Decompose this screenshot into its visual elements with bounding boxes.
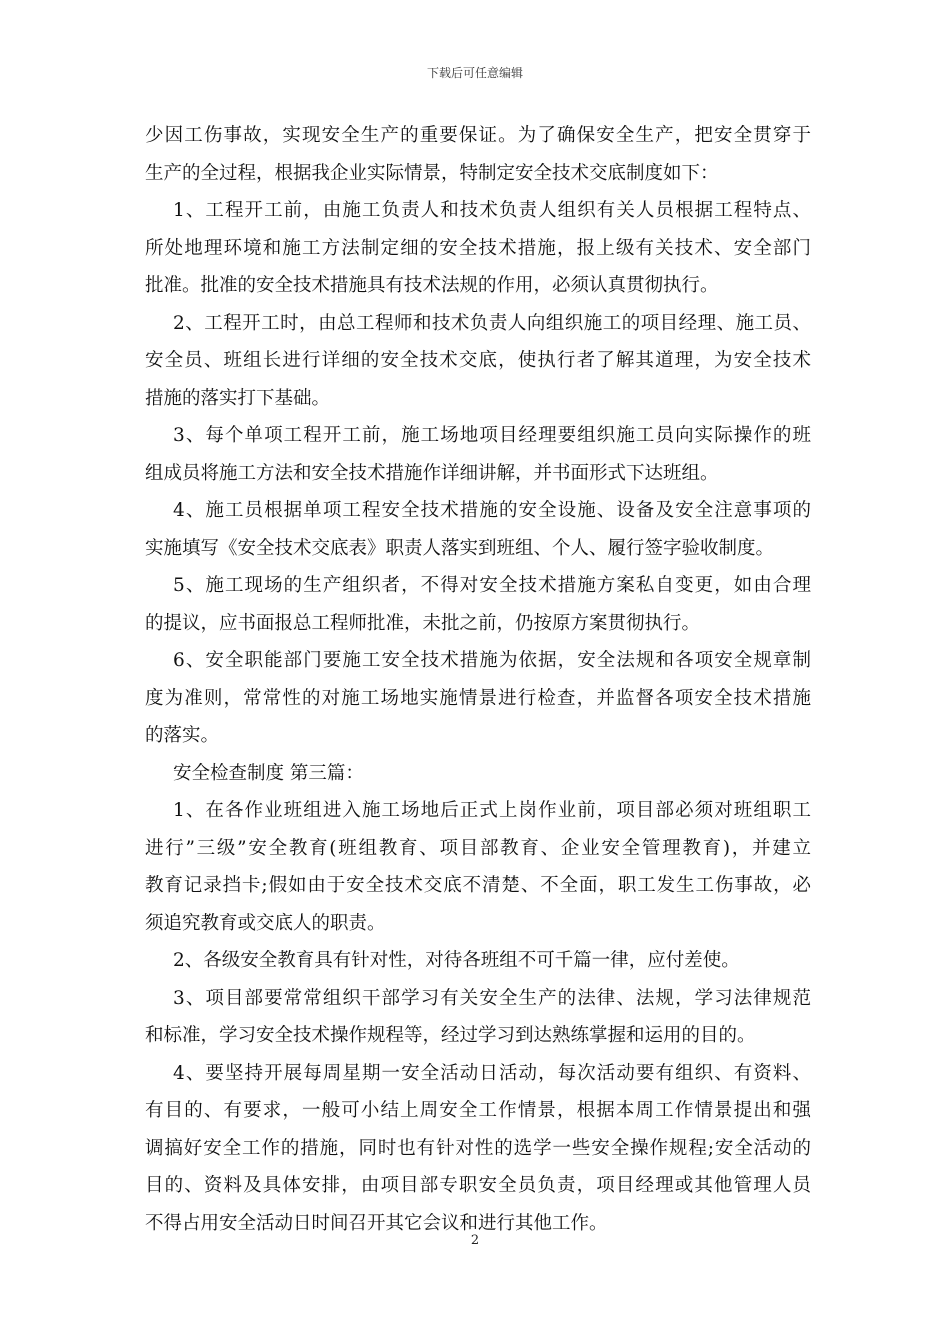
text-line: 安全检查制度 第三篇： [173, 762, 364, 784]
text-line: 目的、资料及具体安排，由项目部专职安全员负责，项目经理或其他管理人员 [145, 1175, 811, 1196]
page-number: 2 [470, 1233, 480, 1248]
text-line: 所处地理环境和施工方法制定细的安全技术措施，报上级有关技术、安全部门 [145, 237, 811, 259]
text-line: 1、在各作业班组进入施工场地后正式上岗作业前，项目部必须对班组职工 [173, 800, 811, 821]
page-header: 下载后可任意编辑 [426, 66, 523, 80]
text-line: 有目的、有要求，一般可小结上周安全工作情景，根据本周工作情景提出和强 [145, 1100, 811, 1121]
text-line: 4、施工员根据单项工程安全技术措施的安全设施、设备及安全注意事项的 [173, 500, 811, 521]
text-line: 不得占用安全活动日时间召开其它会议和进行其他工作。 [145, 1212, 608, 1234]
text-line: 度为准则，常常性的对施工场地实施情景进行检查，并监督各项安全技术措施 [145, 687, 811, 709]
text-line: 组成员将施工方法和安全技术措施作详细讲解，并书面形式下达班组。 [145, 462, 719, 484]
text-line: 少因工伤事故，实现安全生产的重要保证。为了确保安全生产，把安全贯穿于 [145, 125, 811, 146]
document-body [145, 117, 811, 1242]
text-line: 3、每个单项工程开工前，施工场地项目经理要组织施工员向实际操作的班 [173, 425, 811, 446]
text-line: 2、各级安全教育具有针对性，对待各班组不可千篇一律，应付差使。 [173, 950, 740, 971]
text-line: 6、安全职能部门要施工安全技术措施为依据，安全法规和各项安全规章制 [173, 650, 811, 671]
text-line: 的落实。 [145, 725, 220, 746]
text-line: 实施填写《安全技术交底表》职责人落实到班组、个人、履行签字验收制度。 [145, 537, 775, 559]
text-line: 措施的落实打下基础。 [145, 387, 331, 409]
text-line: 1、工程开工前，由施工负责人和技术负责人组织有关人员根据工程特点、 [173, 200, 811, 221]
text-line: 调搞好安全工作的措施，同时也有针对性的选学一些安全操作规程;安全活动的 [145, 1137, 811, 1159]
text-line: 的提议，应书面报总工程师批准，未批之前，仍按原方案贯彻执行。 [145, 612, 701, 634]
text-line: 须追究教育或交底人的职责。 [145, 912, 386, 934]
text-line: 批准。批准的安全技术措施具有技术法规的作用，必须认真贯彻执行。 [145, 275, 719, 296]
text-line: 和标准，学习安全技术操作规程等，经过学习到达熟练掌握和运用的目的。 [145, 1025, 756, 1046]
text-line: 2、工程开工时，由总工程师和技术负责人向组织施工的项目经理、施工员、 [173, 312, 811, 334]
text-line: 4、要坚持开展每周星期一安全活动日活动，每次活动要有组织、有资料、 [173, 1062, 811, 1084]
text-line: 安全员、班组长进行详细的安全技术交底，使执行者了解其道理，为安全技术 [145, 350, 811, 371]
text-line: 进行”三级”安全教育(班组教育、项目部教育、企业安全管理教育)，并建立 [145, 837, 811, 859]
text-line: 生产的全过程，根据我企业实际情景，特制定安全技术交底制度如下： [145, 162, 719, 184]
text-line: 3、项目部要常常组织干部学习有关安全生产的法律、法规，学习法律规范 [173, 987, 811, 1009]
text-line: 教育记录挡卡;假如由于安全技术交底不清楚、不全面，职工发生工伤事故，必 [145, 875, 811, 896]
text-line: 5、施工现场的生产组织者，不得对安全技术措施方案私自变更，如由合理 [173, 575, 811, 596]
